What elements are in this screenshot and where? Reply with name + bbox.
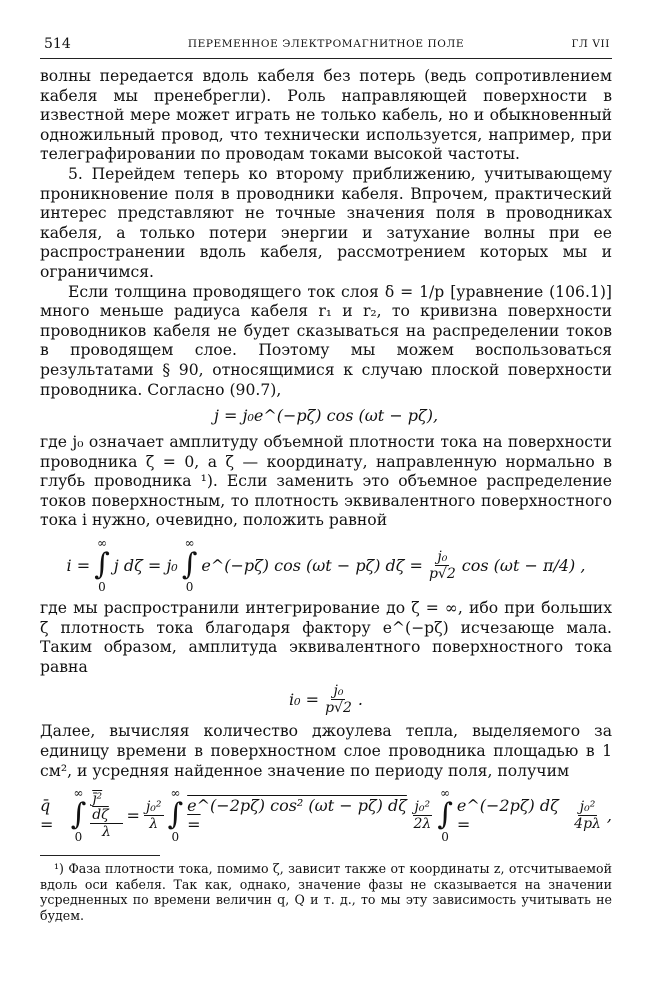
eq4-fraction-4: $\frac{\text{j₀²}}{4p\lambda}$ (574, 798, 601, 832)
running-header (40, 34, 612, 56)
eq2-term-2: e^(−pζ) cos (ωt − pζ) dζ = (201, 555, 423, 575)
integral-sign: ∞ ∫ 0 (437, 786, 453, 845)
paragraph-4: где j₀ означает амплитуду объемной плотности тока на поверхности проводника ζ = 0, а ζ — координату, направленную нормально в глубь проводника ¹). Если заменить это объемное распределение токов поверхностным, то плотность эквивалентного поверхностного тока i нужно, очевидно, положить равной (40, 433, 612, 530)
eq4-comma: , (606, 805, 613, 825)
header-rule (40, 58, 612, 59)
eq4-equals: = (126, 805, 140, 825)
page-number: 514 (44, 36, 71, 52)
eq2-term-3: cos (ωt − π/4) , (461, 555, 586, 575)
paragraph-3: Если толщина проводящего ток слоя δ = 1/p [уравнение (106.1)] много меньше радиуса кабеля r₁ и r₂, то кривизна поверхности проводников кабеля не будет сказываться на распределении токов в проводящем слое. Поэтому мы можем воспользоваться результатами § 90, относящимися к случаю плоской поверхности проводника. Согласно (90.7), (40, 282, 612, 399)
running-title: ПЕРЕМЕННОЕ ЭЛЕКТРОМАГНИТНОЕ ПОЛЕ (187, 38, 465, 50)
footnote-rule (40, 855, 160, 856)
paragraph-6: Далее, вычисляя количество джоулева тепла, выделяемого за единицу времени в поверхностном слое проводника площадью в 1 см², и усредняя найденное значение по периоду поля, получим (40, 722, 612, 780)
eq4-end: e^(−2pζ) dζ = (456, 796, 559, 835)
page (40, 34, 612, 923)
eq3-lhs: i₀ = (289, 690, 320, 710)
eq2-lhs: i = (66, 555, 91, 575)
paragraph-5: где мы распространили интегрирование до ζ = ∞, ибо при больших ζ плотность тока благодаря фактору e^(−pζ) исчезающе мала. Таким образом, амплитуда эквивалентного поверхностного тока равна (40, 599, 612, 676)
eq2-fraction: $\frac{\text{j₀}}{p√2}$ (428, 548, 456, 582)
eq4-fraction-3: $\frac{\text{j₀²}}{2\lambda}$ (413, 798, 432, 832)
equation-joule-heat (40, 787, 612, 843)
eq3-fraction: $\frac{\text{j₀}}{p√2}$ (325, 683, 352, 717)
equation-amplitude (40, 683, 612, 716)
integral-sign: ∞ ∫ 0 (167, 786, 184, 845)
equation-surface-current (40, 537, 612, 593)
eq4-fraction-1: $\frac{\text{j̄² dζ}}{\lambda}$ (90, 791, 122, 840)
paragraph-2: 5. Перейдем теперь ко второму приближению, учитывающему проникновение поля в проводники кабеля. Впрочем, практический интерес представляют не точные значения поля в проводниках кабеля, а только потери энергии и затухание волны при ее распространении вдоль кабеля, рассмотрением которых мы и ограничимся. (40, 164, 612, 281)
footnote: ¹) Фаза плотности тока, помимо ζ, зависит также от координаты z, отсчитываемой вдоль оси кабеля. Так как, однако, значение фазы не сказывается на значении усредненных по времени величин q, Q и т. д., то мы эту зависимость учитывать не будем. (40, 861, 612, 923)
paragraph-1: волны передается вдоль кабеля без потерь (ведь сопротивлением кабеля мы пренебрегли). Роль направляющей поверхности в известной мере может играть не только кабель, но и обыкновенный одножильный провод, что технически используется, например, при телеграфировании по проводам токами высокой частоты. (40, 67, 612, 164)
eq4-fraction-2: $\frac{\text{j₀²}}{\lambda}$ (145, 798, 162, 832)
eq2-term-1: j dζ = j₀ (113, 555, 178, 575)
equation-current-density: j = j₀e^(−pζ) cos (ωt − pζ), (213, 406, 439, 426)
eq4-lhs: q̄ = (40, 796, 54, 835)
integral-sign: ∞ ∫ 0 (181, 536, 198, 595)
eq4-middle: e^(−2pζ) cos² (ωt − pζ) dζ = (187, 796, 407, 835)
eq3-tail: . (357, 690, 363, 710)
integral-sign: ∞ ∫ 0 (94, 536, 110, 595)
chapter-label: ГЛ VII (571, 38, 610, 50)
integral-sign: ∞ ∫ 0 (70, 786, 87, 845)
